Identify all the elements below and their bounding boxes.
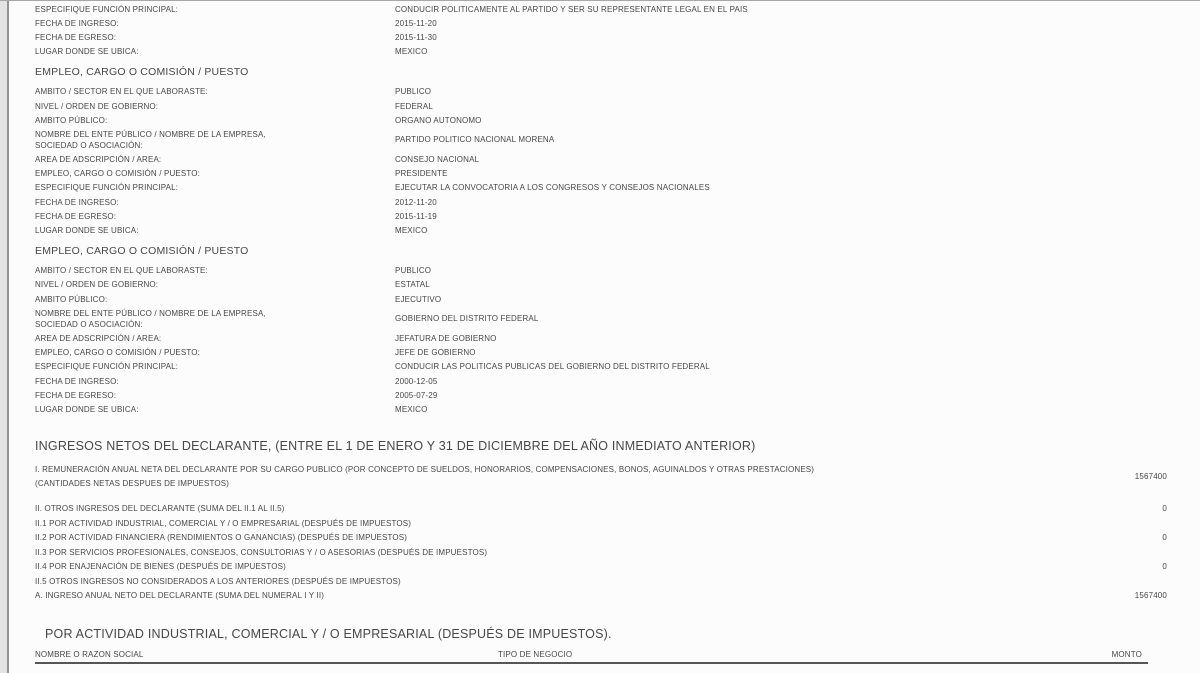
- field-label: ESPECIFIQUE FUNCIÓN PRINCIPAL:: [35, 4, 179, 14]
- field-value: FEDERAL: [395, 101, 433, 111]
- field-label: LUGAR DONDE SE UBICA:: [35, 404, 139, 414]
- income-label: II.5 OTROS INGRESOS NO CONSIDERADOS A LOS ANTERIORES (DESPUÉS DE IMPUESTOS): [35, 576, 401, 586]
- field-row: [35, 331, 1185, 345]
- field-row: [35, 264, 1185, 278]
- field-row: [35, 402, 1185, 416]
- employment-section-heading: EMPLEO, CARGO O COMISIÓN / PUESTO: [35, 65, 249, 78]
- income-value: 0: [1162, 504, 1167, 513]
- employment-block-2: [35, 264, 1185, 417]
- field-label: ESPECIFIQUE FUNCIÓN PRINCIPAL:: [35, 362, 179, 372]
- field-label: AREA DE ADSCRIPCIÓN / AREA:: [35, 333, 162, 343]
- income-row: [35, 531, 1167, 546]
- field-row: [35, 2, 1185, 16]
- activity-table-header: [35, 648, 1148, 664]
- employment-section-heading: EMPLEO, CARGO O COMISIÓN / PUESTO: [35, 244, 249, 257]
- field-label: FECHA DE EGRESO:: [35, 390, 117, 400]
- field-label: NIVEL / ORDEN DE GOBIERNO:: [35, 101, 159, 111]
- field-value: ORGANO AUTONOMO: [395, 115, 482, 125]
- field-row: [35, 153, 1185, 167]
- field-label: AREA DE ADSCRIPCIÓN / AREA:: [35, 155, 162, 165]
- income-section-heading: INGRESOS NETOS DEL DECLARANTE, (ENTRE EL 1 DE ENERO Y 31 DE DICIEMBRE DEL AÑO INMEDIATO ANTERIOR): [35, 438, 756, 453]
- column-header-nombre-o-razon-social: NOMBRE O RAZON SOCIAL: [35, 650, 144, 659]
- field-row: [35, 306, 1185, 331]
- field-value: PUBLICO: [395, 87, 432, 97]
- field-row: [35, 181, 1185, 195]
- field-value: CONDUCIR LAS POLITICAS PUBLICAS DEL GOBIERNO DEL DISTRITO FEDERAL: [395, 362, 710, 372]
- field-label: NOMBRE DEL ENTE PÚBLICO / NOMBRE DE LA EMPRESA, SOCIEDAD O ASOCIACIÓN:: [35, 308, 266, 329]
- field-label: FECHA DE EGRESO:: [35, 211, 117, 221]
- field-row: [35, 16, 1185, 30]
- field-value: 2015-11-20: [395, 18, 437, 28]
- income-value: 0: [1162, 533, 1167, 542]
- field-value: 2015-11-19: [395, 211, 437, 221]
- income-row: [35, 545, 1167, 560]
- field-label: LUGAR DONDE SE UBICA:: [35, 47, 139, 57]
- field-row: [35, 127, 1185, 152]
- field-value: 2015-11-30: [395, 32, 437, 42]
- field-row: [35, 360, 1185, 374]
- field-value: EJECUTAR LA CONVOCATORIA A LOS CONGRESOS Y CONSEJOS NACIONALES: [395, 183, 710, 193]
- income-row: [35, 589, 1167, 604]
- field-value: 2000-12-05: [395, 376, 438, 386]
- income-row: [35, 463, 1167, 491]
- field-value: PUBLICO: [395, 266, 432, 276]
- field-row: [35, 209, 1185, 223]
- field-row: [35, 292, 1185, 306]
- income-label: A. INGRESO ANUAL NETO DEL DECLARANTE (SUMA DEL NUMERAL I Y II): [35, 591, 325, 600]
- field-value: CONSEJO NACIONAL: [395, 155, 480, 165]
- field-row: [35, 167, 1185, 181]
- field-value: 2012-11-20: [395, 197, 437, 207]
- field-row: [35, 223, 1185, 237]
- field-row: [35, 195, 1185, 209]
- field-label: LUGAR DONDE SE UBICA:: [35, 226, 139, 236]
- field-value: JEFATURA DE GOBIERNO: [395, 333, 497, 343]
- field-label: ESPECIFIQUE FUNCIÓN PRINCIPAL:: [35, 183, 179, 193]
- income-value: 1567400: [1134, 591, 1167, 600]
- income-row: [35, 502, 1167, 517]
- income-value: 0: [1162, 562, 1167, 571]
- field-row: [35, 278, 1185, 292]
- field-label: FECHA DE EGRESO:: [35, 32, 117, 42]
- field-label: AMBITO PÚBLICO:: [35, 294, 108, 304]
- column-header-monto: MONTO: [1111, 650, 1142, 659]
- activity-table: [35, 648, 1148, 664]
- field-value: MEXICO: [395, 47, 428, 57]
- field-row: [35, 45, 1185, 59]
- window-left-edge: [0, 0, 9, 673]
- income-row: [35, 560, 1167, 575]
- field-row: [35, 388, 1185, 402]
- field-label: FECHA DE INGRESO:: [35, 18, 119, 28]
- field-label: EMPLEO, CARGO O COMISIÓN / PUESTO:: [35, 169, 200, 179]
- employment-block-continued: [35, 2, 1185, 59]
- field-label: NOMBRE DEL ENTE PÚBLICO / NOMBRE DE LA EMPRESA, SOCIEDAD O ASOCIACIÓN:: [35, 129, 266, 150]
- activity-section-heading: POR ACTIVIDAD INDUSTRIAL, COMERCIAL Y / O EMPRESARIAL (DESPUÉS DE IMPUESTOS).: [45, 627, 612, 641]
- declaration-document: [35, 2, 1185, 664]
- income-label: II. OTROS INGRESOS DEL DECLARANTE (SUMA DEL II.1 AL II.5): [35, 504, 285, 513]
- field-value: CONDUCIR POLITICAMENTE AL PARTIDO Y SER SU REPRESENTANTE LEGAL EN EL PAIS: [395, 4, 748, 14]
- field-label: EMPLEO, CARGO O COMISIÓN / PUESTO:: [35, 348, 200, 358]
- income-label: II.2 POR ACTIVIDAD FINANCIERA (RENDIMIENTOS O GANANCIAS) (DESPUÉS DE IMPUESTOS): [35, 533, 408, 542]
- income-section: [35, 463, 1167, 604]
- income-row: [35, 574, 1167, 589]
- field-label: AMBITO / SECTOR EN EL QUE LABORASTE:: [35, 266, 208, 276]
- income-label: II.3 POR SERVICIOS PROFESIONALES, CONSEJOS, CONSULTORIAS Y / O ASESORIAS (DESPUÉS DE IMPUESTOS): [35, 547, 488, 557]
- employment-block-1: [35, 85, 1185, 238]
- income-row: [35, 516, 1167, 531]
- field-row: [35, 346, 1185, 360]
- field-value: PARTIDO POLITICO NACIONAL MORENA: [395, 135, 555, 145]
- field-label: AMBITO PÚBLICO:: [35, 115, 108, 125]
- income-label: II.1 POR ACTIVIDAD INDUSTRIAL, COMERCIAL Y / O EMPRESARIAL (DESPUÉS DE IMPUESTOS): [35, 518, 412, 528]
- field-value: 2005-07-29: [395, 390, 438, 400]
- income-label: I. REMUNERACIÓN ANUAL NETA DEL DECLARANTE POR SU CARGO PUBLICO (POR CONCEPTO DE SUELDOS, HONORARIOS, COMPENSACIONES, BONOS, AGUINALDOS Y OTRAS PRESTACIONES) (CANTIDADES NETAS DESPUES DE IMPUESTOS): [35, 465, 815, 488]
- field-label: NIVEL / ORDEN DE GOBIERNO:: [35, 280, 159, 290]
- field-label: FECHA DE INGRESO:: [35, 376, 119, 386]
- field-label: AMBITO / SECTOR EN EL QUE LABORASTE:: [35, 87, 208, 97]
- field-value: MEXICO: [395, 226, 428, 236]
- field-label: FECHA DE INGRESO:: [35, 197, 119, 207]
- income-value: 1567400: [1134, 471, 1167, 481]
- field-value: MEXICO: [395, 404, 428, 414]
- top-border-line: [0, 0, 1200, 1]
- field-row: [35, 85, 1185, 99]
- field-value: EJECUTIVO: [395, 294, 442, 304]
- field-value: JEFE DE GOBIERNO: [395, 348, 476, 358]
- field-value: ESTATAL: [395, 280, 430, 290]
- field-value: GOBIERNO DEL DISTRITO FEDERAL: [395, 314, 539, 324]
- income-label: II.4 POR ENAJENACIÓN DE BIENES (DESPUÉS DE IMPUESTOS): [35, 562, 286, 571]
- column-header-tipo-de-negocio: TIPO DE NEGOCIO: [498, 650, 573, 659]
- field-row: [35, 374, 1185, 388]
- field-row: [35, 30, 1185, 44]
- field-row: [35, 113, 1185, 127]
- field-row: [35, 99, 1185, 113]
- field-value: PRESIDENTE: [395, 169, 448, 179]
